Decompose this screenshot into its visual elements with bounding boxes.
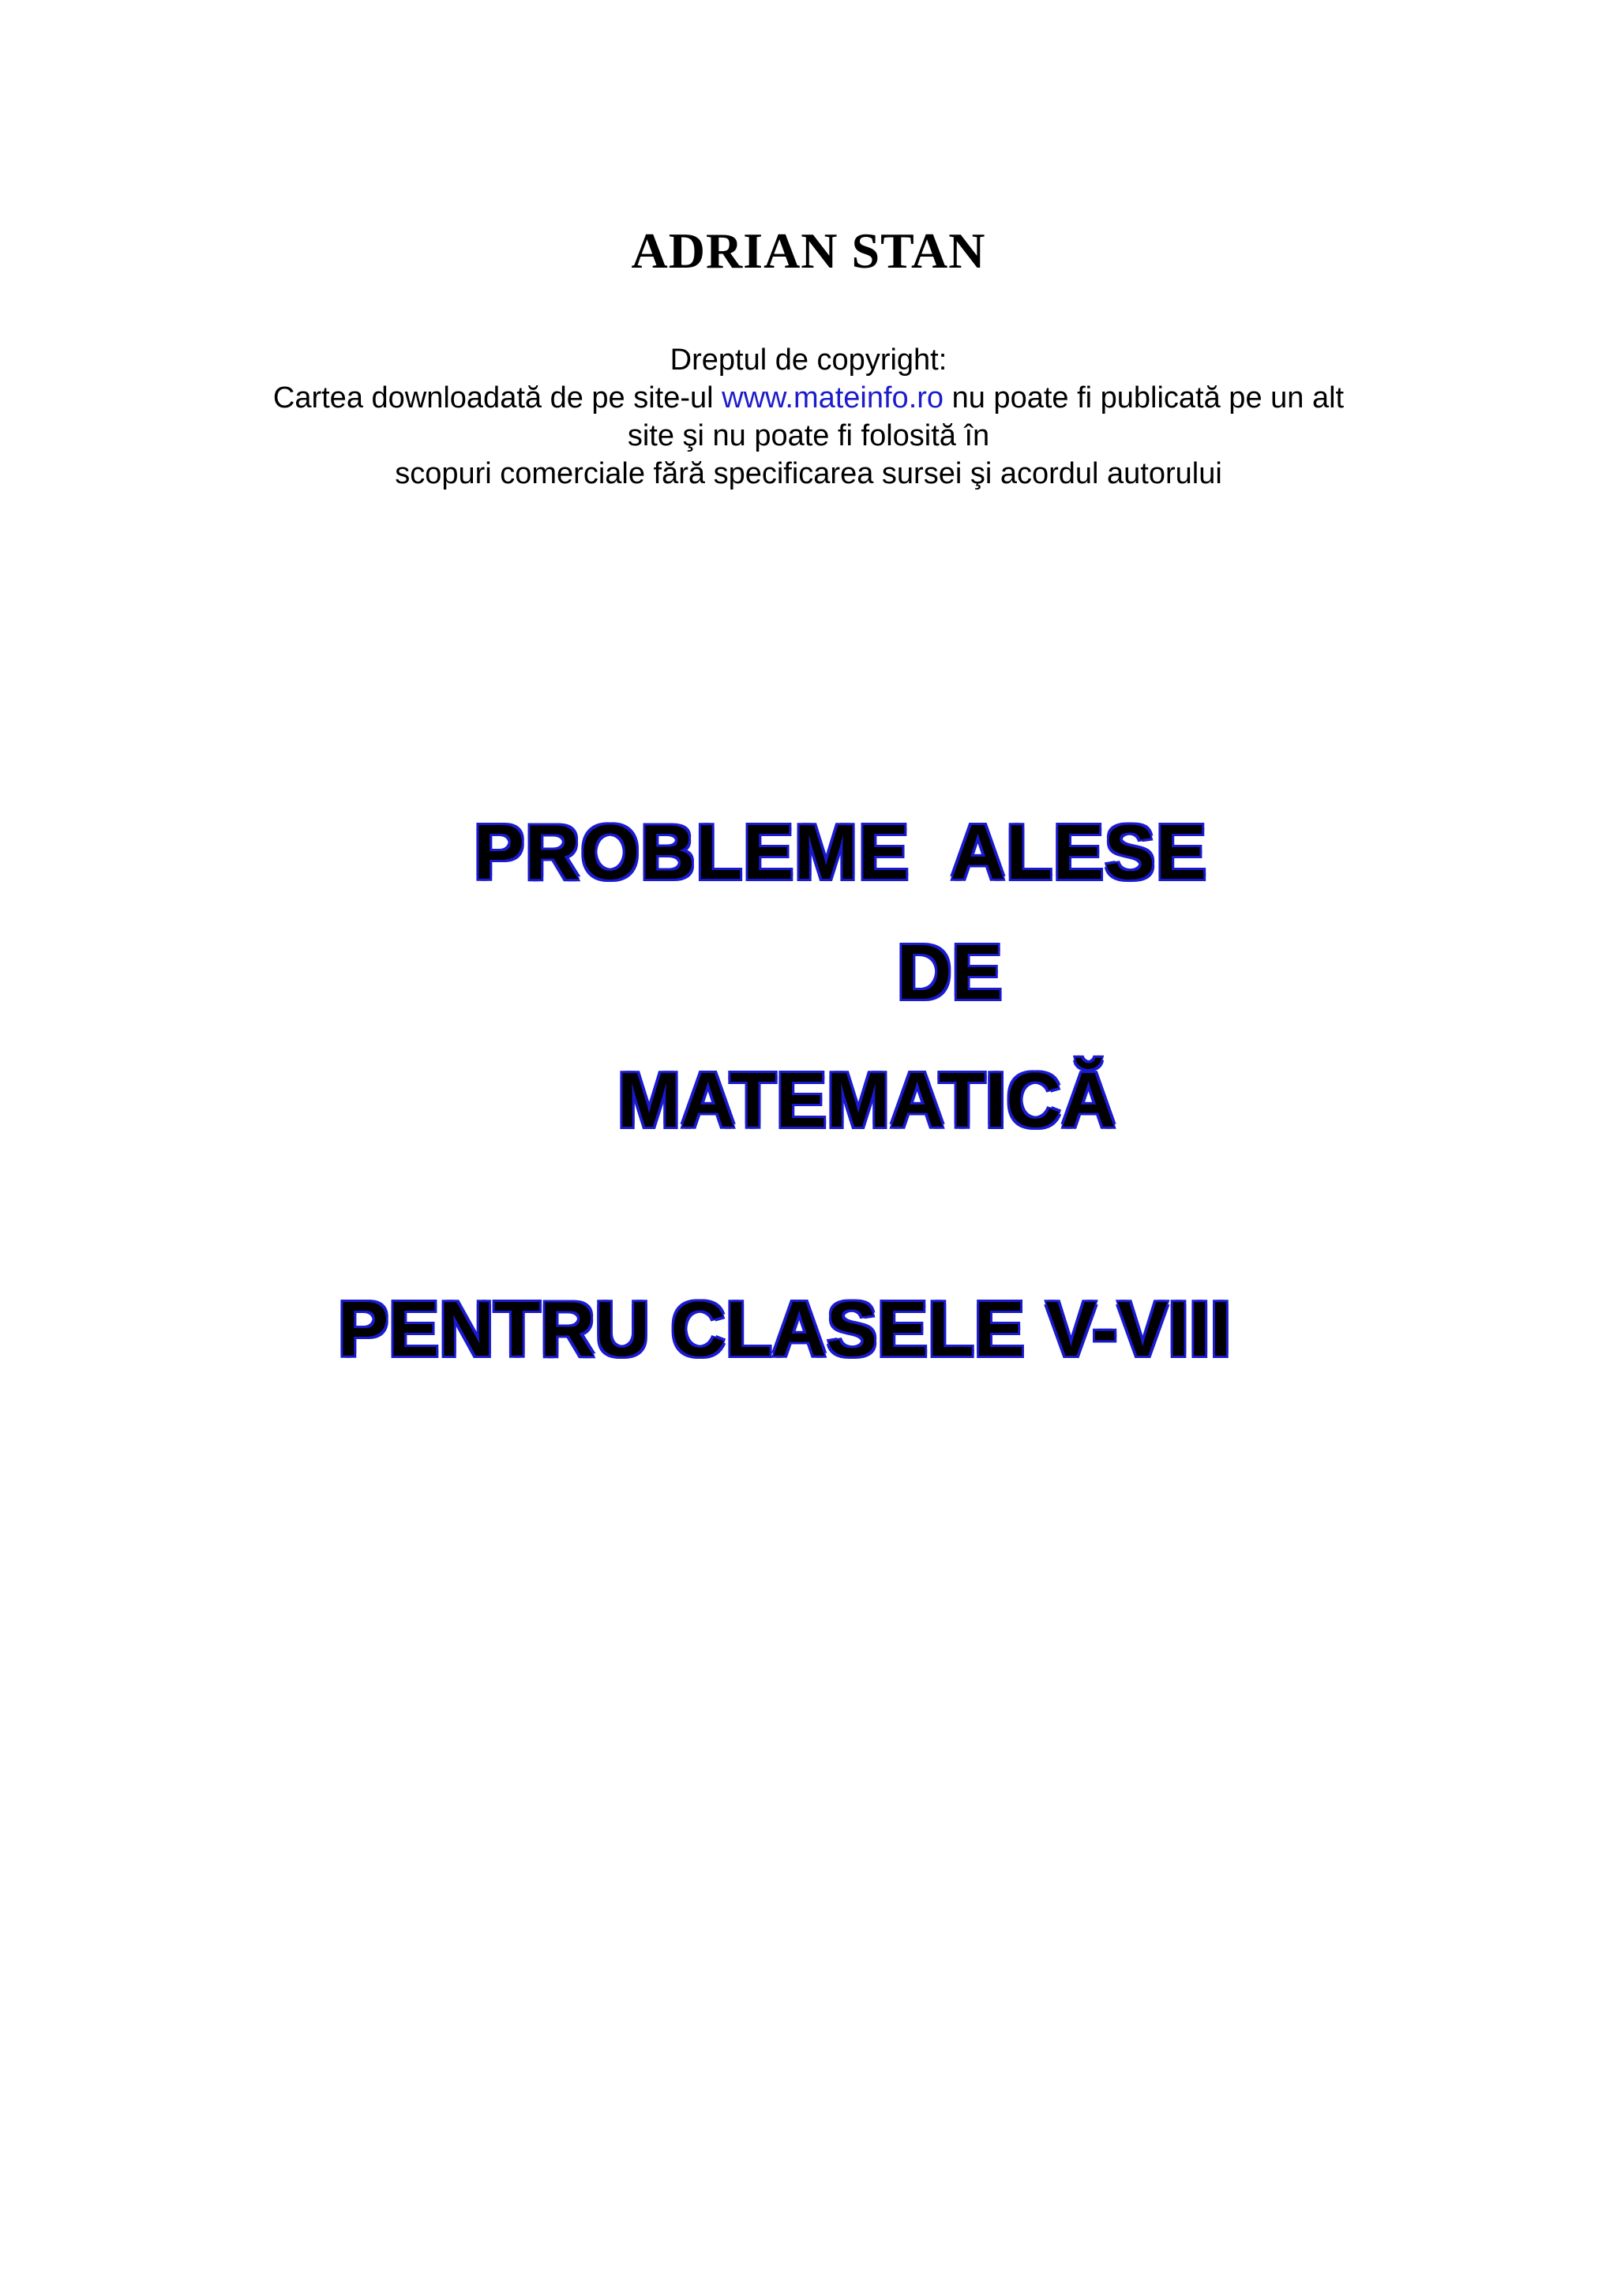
copyright-heading: Dreptul de copyright:	[670, 343, 947, 377]
copyright-text-before-link: Cartea downloadată de pe site-ul	[272, 381, 722, 415]
copyright-line-4: scopuri comerciale fără specificarea sursei şi acordul autorului	[395, 457, 1222, 490]
title-line-4: PENTRU CLASELE V-VIII	[338, 1285, 1232, 1372]
title-line-3: MATEMATICĂ	[617, 1056, 1116, 1143]
author-name: ADRIAN STAN	[631, 223, 986, 279]
copyright-line-3: site şi nu poate fi folosită în	[627, 419, 990, 452]
copyright-line-2	[0, 379, 1617, 417]
copyright-notice	[0, 341, 1617, 493]
copyright-text-after-link: nu poate fi publicată pe un alt	[944, 381, 1345, 415]
title-line-1: PROBLEME ALESE	[474, 808, 1207, 895]
title-line-2: DE	[897, 929, 1003, 1015]
mateinfo-link[interactable]: www.mateinfo.ro	[722, 381, 944, 415]
